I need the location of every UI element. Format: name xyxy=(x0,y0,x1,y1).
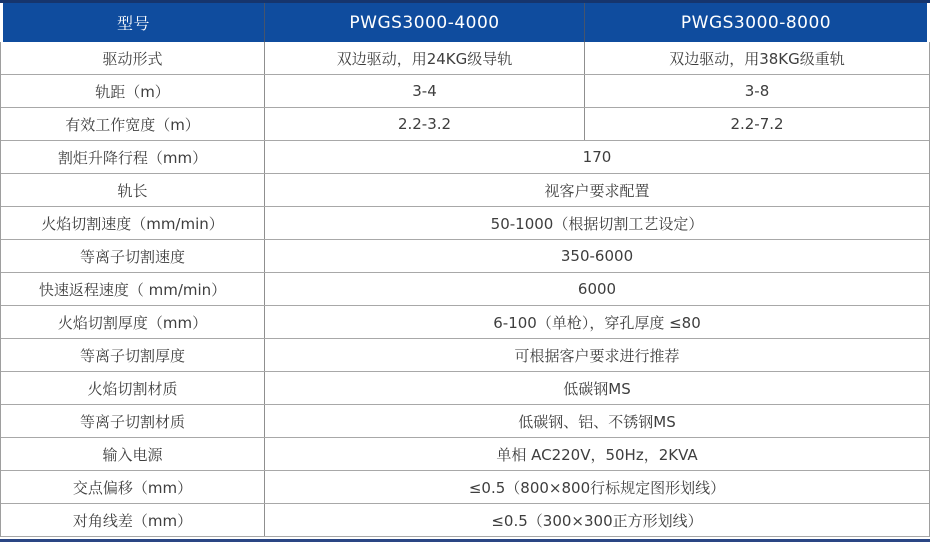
row-label: 割炬升降行程（mm） xyxy=(1,141,265,173)
table-row xyxy=(1,207,929,240)
table-body xyxy=(0,42,930,537)
row-label: 有效工作宽度（m） xyxy=(1,108,265,140)
table-row xyxy=(1,108,929,141)
row-label: 驱动形式 xyxy=(1,42,265,74)
table-row xyxy=(1,273,929,306)
row-label: 火焰切割材质 xyxy=(1,372,265,404)
row-value-a: 3-4 xyxy=(265,75,585,107)
row-value-a: 双边驱动，用24KG级导轨 xyxy=(265,42,585,74)
row-value: 170 xyxy=(582,148,612,166)
table-row xyxy=(1,141,929,174)
row-value: 350-6000 xyxy=(560,247,634,265)
row-label: 等离子切割厚度 xyxy=(1,339,265,371)
table-row xyxy=(1,42,929,75)
header-model-b: PWGS3000-8000 xyxy=(680,12,832,33)
row-label: 对角线差（mm） xyxy=(1,504,265,536)
table-row xyxy=(1,372,929,405)
row-label: 等离子切割速度 xyxy=(1,240,265,272)
table-row xyxy=(1,438,929,471)
table-row xyxy=(1,174,929,207)
row-label: 快速返程速度（ mm/min） xyxy=(1,273,265,305)
row-label: 交点偏移（mm） xyxy=(1,471,265,503)
row-value: 可根据客户要求进行推荐 xyxy=(514,346,680,365)
table-row xyxy=(1,405,929,438)
row-value-b: 双边驱动，用38KG级重轨 xyxy=(669,49,845,68)
table-row xyxy=(1,75,929,108)
table-row xyxy=(1,306,929,339)
row-value: 6000 xyxy=(577,280,617,298)
row-value: 6-100（单枪），穿孔厚度 ≤80 xyxy=(493,313,701,332)
row-value: 50-1000（根据切割工艺设定） xyxy=(490,214,704,233)
row-label: 火焰切割速度（mm/min） xyxy=(1,207,265,239)
header-model-label: 型号 xyxy=(3,3,265,42)
row-label: 轨长 xyxy=(1,174,265,206)
table-row xyxy=(1,504,929,537)
row-label: 输入电源 xyxy=(1,438,265,470)
row-value: 单相 AC220V，50Hz，2KVA xyxy=(496,445,698,464)
row-value: 低碳钢MS xyxy=(563,379,631,398)
row-value: 视客户要求配置 xyxy=(544,181,650,200)
table-row xyxy=(1,339,929,372)
row-value: ≤0.5（800×800行标规定图形划线） xyxy=(468,478,726,497)
table-row xyxy=(1,240,929,273)
row-value-a: 2.2-3.2 xyxy=(265,108,585,140)
header-model-a: PWGS3000-4000 xyxy=(265,3,585,42)
row-value: ≤0.5（300×300正方形划线） xyxy=(491,511,703,530)
row-label: 火焰切割厚度（mm） xyxy=(1,306,265,338)
table-row xyxy=(1,471,929,504)
row-label: 等离子切割材质 xyxy=(1,405,265,437)
row-value-b: 3-8 xyxy=(744,82,770,100)
table-header xyxy=(3,3,927,42)
row-value-b: 2.2-7.2 xyxy=(730,115,784,133)
row-value: 低碳钢、铝、不锈钢MS xyxy=(518,412,676,431)
row-label: 轨距（m） xyxy=(1,75,265,107)
